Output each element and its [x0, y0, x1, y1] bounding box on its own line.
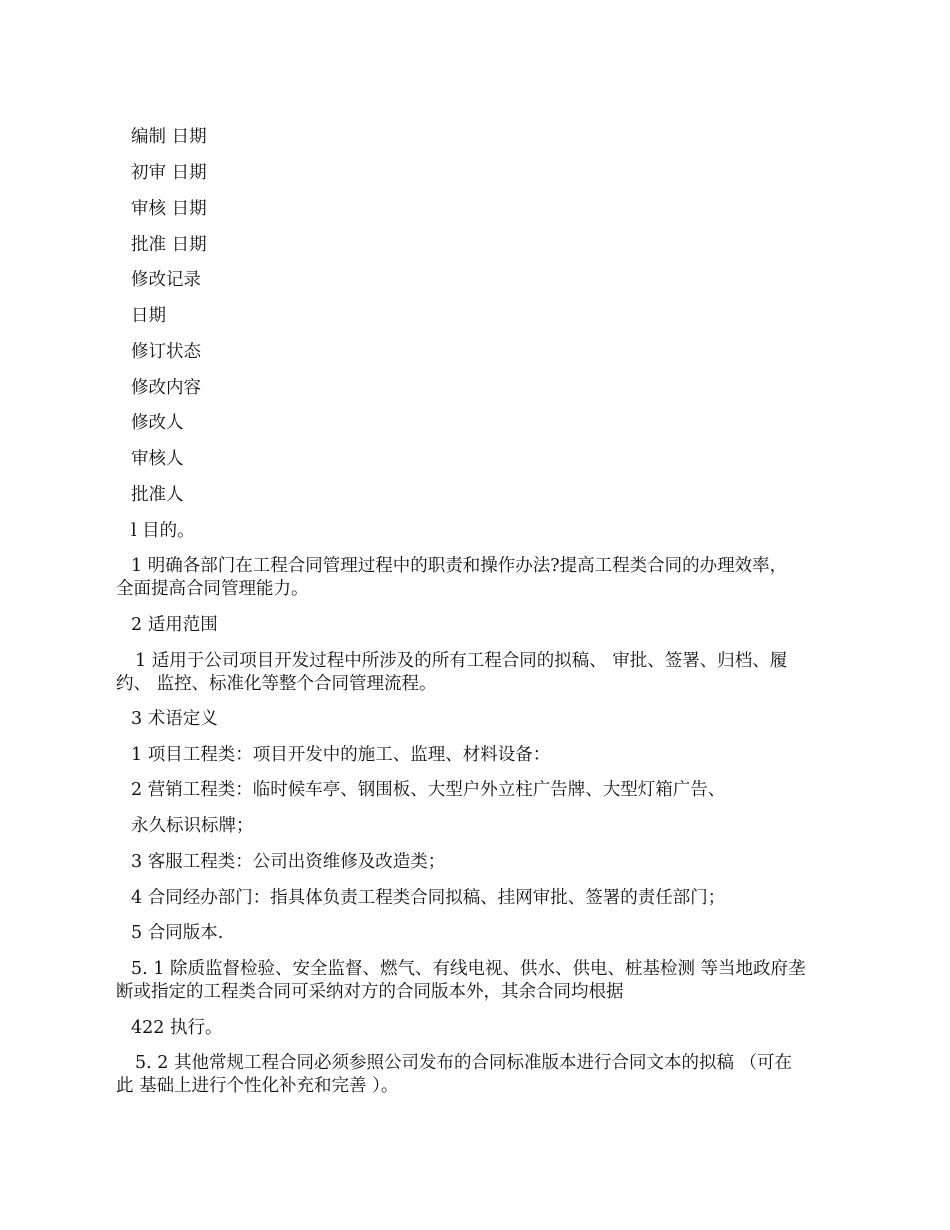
clause-5-1-continuation: 422 执行。: [131, 1018, 223, 1038]
revision-record-label: 修改记录: [131, 270, 201, 290]
revision-content-label: 修改内容: [131, 378, 201, 398]
term-item-1: 1 项目工程类：项目开发中的施工、监理、材料设备：: [131, 745, 551, 765]
term-item-4: 4 合同经办部门：指具体负责工程类合同拟稿、挂网审批、签署的责任部门；: [131, 888, 726, 908]
date-label: 日期: [131, 306, 166, 326]
section-1-heading: l 目的。: [131, 521, 195, 541]
section-1-paragraph-line-2: 全面提高合同管理能力。: [116, 579, 309, 599]
term-item-3: 3 客服工程类：公司出资维修及改造类；: [131, 852, 446, 872]
revised-by-label: 修改人: [131, 413, 184, 433]
revision-status-label: 修订状态: [131, 342, 201, 362]
term-item-5: 5 合同版本.: [131, 923, 224, 943]
term-item-2-continuation: 永久标识标牌；: [131, 816, 254, 836]
clause-5-1-line-2: 断或指定的工程类合同可采纳对方的合同版本外，其余合同均根据: [116, 982, 624, 1002]
first-review-date-label: 初审 日期: [131, 163, 207, 183]
clause-5-2-paragraph: [116, 1052, 821, 1098]
section-2-paragraph-line-2: 约、 监控、标准化等整个合同管理流程。: [116, 674, 437, 694]
clause-5-1-line-1: 5. 1 除质监督检验、安全监督、燃气、有线电视、供水、供电、桩基检测 等当地政府垄: [131, 959, 806, 979]
term-item-2: 2 营销工程类：临时候车亭、钢围板、大型户外立柱广告牌、大型灯箱广告、: [131, 780, 726, 800]
compiled-date-label: 编制 日期: [131, 127, 207, 147]
reviewed-by-label: 审核人: [131, 449, 184, 469]
clause-5-1-paragraph: [116, 958, 821, 1004]
section-1-paragraph-line-1: 1 明确各部门在工程合同管理过程中的职责和操作办法?提高工程类合同的办理效率，: [131, 556, 788, 576]
approval-date-label: 批准 日期: [131, 235, 207, 255]
review-date-label: 审核 日期: [131, 199, 207, 219]
section-2-paragraph: [116, 650, 821, 696]
section-2-paragraph-line-1: 1 适用于公司项目开发过程中所涉及的所有工程合同的拟稿、 审批、签署、归档、履: [135, 651, 788, 671]
approved-by-label: 批准人: [131, 485, 184, 505]
section-2-heading: 2 适用范围: [131, 615, 218, 635]
section-1-paragraph: [116, 555, 821, 601]
section-3-heading: 3 术语定义: [131, 709, 218, 729]
clause-5-2-line-1: 5. 2 其他常规工程合同必须参照公司发布的合同标准版本进行合同文本的拟稿 （可在: [135, 1053, 793, 1073]
clause-5-2-line-2: 此 基础上进行个性化补充和完善 ）。: [116, 1076, 399, 1096]
